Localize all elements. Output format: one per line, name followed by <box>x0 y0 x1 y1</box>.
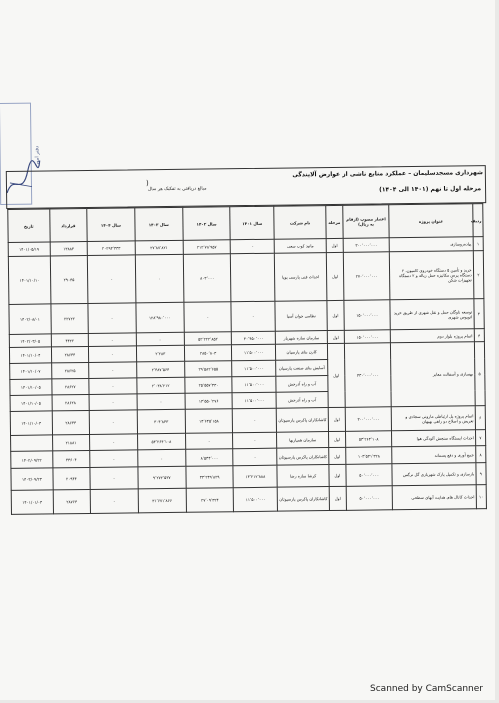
cell-company: آب و راه آذرخش <box>276 392 328 409</box>
cell-no: ۴۴۲۲ <box>51 333 89 346</box>
cell-company: کاشانکاران پاکرس پارسیوتان <box>277 448 329 466</box>
col-header: تاریخ <box>8 209 50 243</box>
cell-stage: اول <box>328 407 345 431</box>
cell-date: ۱۴۰۱/۱۰/۰۴ <box>10 411 52 436</box>
cell-title: جمع آوری و دفع پسماند <box>392 446 475 464</box>
cell-y4: - <box>89 378 137 395</box>
cell-y4: ۲۰۲۹۳٬۴۳۳ <box>87 241 135 256</box>
cell-date: ۱۴۰۱/۰۱/۰۴ <box>11 490 53 515</box>
cell-y1: - <box>233 408 277 433</box>
cell-y1: - <box>231 301 275 332</box>
cell-title: بازسازی و تکمیل پارک شهربازی گل نرگس <box>392 463 475 486</box>
cell-y4: - <box>89 362 137 379</box>
cell-budget: ۳۰۰٬۰۰۰٬۰۰۰ <box>343 238 390 253</box>
cell-n: ۳ <box>474 299 485 329</box>
cell-date: ۱۴۰۲/۰۳/۰۵ <box>9 334 51 348</box>
cell-y2: - <box>185 433 233 450</box>
cell-y2: ۱۴٬۶۴۵٬۱۵۸ <box>185 409 233 434</box>
cell-company: نظامی جوان آسیا <box>275 301 327 332</box>
cell-date <box>11 435 53 452</box>
cell-company: کاشانکاران پاکرس پارسیوتان <box>276 408 328 433</box>
cell-y4: - <box>90 467 138 490</box>
cell-y3: ۲۷٬۸۷٬۸۲۱ <box>135 240 183 255</box>
cell-company: سازمان همیاریها <box>277 432 329 449</box>
cell-y4: - <box>89 346 137 363</box>
cell-y3: - <box>137 393 185 410</box>
cell-no: ۲۱۸۸۱ <box>52 434 90 450</box>
cell-n: ۲ <box>473 251 484 299</box>
cell-y3: ۲٬۲۸۳ <box>136 345 184 362</box>
cell-company: احداث فنی پارسی پویا <box>274 253 327 302</box>
cell-company: آب و راه آذرخش <box>276 376 328 393</box>
cell-company: کارن بنای پارسیان <box>276 344 328 361</box>
cell-y1: - <box>233 448 277 466</box>
cell-y2: ۸۰۳٬۰۰۰ <box>183 254 231 303</box>
cell-date: ۱۴۰۱/۱۰/۰۷ <box>10 363 52 380</box>
cell-y3: ۹٬۲۷۲٬۵۳۷ <box>138 466 186 489</box>
cell-y1: ۱۱٬۵۰۰٬۰۰۰ <box>232 376 276 393</box>
cell-y2: ۵۲٬۲۲۲٬۸۵۲ <box>184 332 232 346</box>
col-header: سال ۱۴۰۲ <box>182 207 230 241</box>
cell-y2: ۲۹٬۵۸۲٬۶۵۵ <box>184 361 232 378</box>
cell-stage: اول <box>327 300 344 330</box>
cell-title: پیاده‌روسازی <box>390 237 473 252</box>
cell-y3: ۲٬۰۳۸٬۲۱۲ <box>137 377 185 394</box>
cell-stage: اول <box>329 447 346 464</box>
cell-company: کاشانکاران پاکرس پارسیوتان <box>277 487 329 512</box>
cell-y2: ۲۸۵۰٬۸۰۳ <box>184 345 232 362</box>
cell-y4: - <box>90 450 138 468</box>
cell-title: احداث ایستگاه سنجش آلودگی هوا <box>392 430 475 447</box>
cell-y3: ۳۱٬۶۷۱٬۸۶۶ <box>138 488 186 513</box>
cell-stage: اول <box>329 431 346 447</box>
table-row <box>8 251 484 305</box>
cell-stage: اول <box>329 464 346 486</box>
cell-title: خرید و تأمین ۵ دستگاه خودروی کامیون، ۲ دستگاه پرس مکانیزه حمل زباله و ۲ دستگاه تجهیزات شکن <box>390 251 474 300</box>
col-header: عنوان پروژه <box>389 204 473 238</box>
cell-date: ۱۴۰۱/۱۰/۱۰ <box>8 256 50 305</box>
cell-budget: ۴۳۰٬۰۰۰٬۰۰۰ <box>344 343 392 408</box>
cell-y3: ۲٬۴۸۷٬۵۶۴ <box>137 361 185 378</box>
cell-y4: - <box>87 255 135 304</box>
cell-y4: - <box>90 434 138 451</box>
stamp-line-2: دفتر امور <box>34 145 41 166</box>
cell-y1: ۱۱٬۵۰۰٬۰۰۰ <box>232 344 276 361</box>
scanner-watermark: Scanned by CamScanner <box>370 684 483 694</box>
cell-y4: - <box>89 410 137 435</box>
col-header: سال ۱۴۰۳ <box>135 207 183 241</box>
col-header: اعتبار مصوب (ارقام به ریال) <box>342 205 389 239</box>
cell-title: توسعه ناوگان حمل و نقل شهری از طریق خرید اتوبوس شهری <box>390 299 474 330</box>
cell-title: اتمام پروژه پل ارتباطی مارونی سجادی و تعریض و اصلاح دو راهی بهبهان <box>392 406 475 431</box>
cell-y1: ۱۳٬۲۱۲٬۸۸۸ <box>233 465 277 488</box>
cell-date: ۱۴۰۱/۱۰/۰۵ <box>10 395 52 412</box>
cell-y1 <box>231 253 275 302</box>
cell-y2: ۱۴٬۵۵۰٬۲۷۶ <box>185 393 233 410</box>
col-header: نام شرکت <box>274 206 326 240</box>
cell-y3: - <box>138 449 186 467</box>
cell-y1: - <box>233 432 277 449</box>
cell-no: ۳۳۶۰۴ <box>52 450 90 467</box>
cell-company: آسایش بنای صنعت پارسیان <box>276 360 328 377</box>
cell-y3: ۱۲۸٬۹۸۰٬۰۰۰ <box>136 302 184 333</box>
col-header: سال ۱۴۰۱ <box>230 206 274 240</box>
cell-no: ۲۸۶۳۴ <box>51 346 89 362</box>
cell-no: ۲۰۹۴۴ <box>53 467 91 489</box>
cell-no: ۲۲۷۲۲ <box>51 303 89 333</box>
cell-n: ۹ <box>476 463 487 485</box>
cell-no: ۲۸۶۲۸ <box>52 394 90 410</box>
cell-title: احداث کانال های هدایت آبهای سطحی <box>393 485 476 510</box>
cell-budget: ۵۳٬۲۶۴٬۱۰۸ <box>345 431 392 448</box>
col-header: مرحله <box>326 205 343 238</box>
cell-y1: ۱۱٬۵۰۰٬۰۰۰ <box>234 487 278 512</box>
col-header: ردیف <box>472 204 483 237</box>
cell-y2: - <box>184 302 232 333</box>
cell-n: ۷ <box>475 430 486 446</box>
cell-n: ۶ <box>475 406 486 430</box>
cell-y4: - <box>89 394 137 411</box>
cell-y4: - <box>88 333 136 347</box>
cell-budget: ۲۷۰٬۰۰۰٬۰۰۰ <box>343 252 390 301</box>
page-title: شهرداری مسجدسلیمان – عملکرد منابع ناشی از عوارض آلایندگی <box>292 169 483 179</box>
cell-budget: ۱۰۳٬۵۴۱٬۳۲۸ <box>345 447 392 465</box>
cell-company: سازمان سازه شهریار <box>275 331 327 345</box>
cell-date: ۱۴۰۳/۰۹/۲۳ <box>11 468 53 491</box>
cell-n: ۸ <box>475 446 486 463</box>
cell-title: بهسازی و آسفالت معابر <box>391 342 475 407</box>
projects-table <box>7 203 487 515</box>
page-subtitle: مرحله اول تا نهم (۱۴۰۱ الی ۱۴۰۴) <box>379 185 482 194</box>
cell-budget: ۳۰۰٬۰۰۰٬۰۰۰ <box>345 407 392 432</box>
cell-stage: اول <box>326 252 343 300</box>
cell-no: ۱۳۸۸۴ <box>50 241 88 255</box>
cell-no: ۲۹۰۴۵ <box>50 255 88 303</box>
cell-y4: - <box>90 489 138 514</box>
cell-stage: اول <box>326 238 343 252</box>
cell-y2: ۲۵٬۵۵۷٬۳۳۰ <box>185 377 233 394</box>
col-header: قرارداد <box>49 208 87 241</box>
cell-budget: ۵۰٬۰۰۰٬۰۰۰ <box>346 464 393 487</box>
cell-y4: - <box>88 303 136 334</box>
cell-y1: ۳۰٬۴۵۰٬۰۰۰ <box>232 331 276 345</box>
table-row <box>11 485 486 515</box>
cell-y3: ۰ <box>135 254 183 303</box>
cell-date: ۱۴۰۱/۱۰/۰۵ <box>10 379 52 396</box>
cell-date: ۱۴۰۱/۱۰/۰۴ <box>9 347 51 364</box>
cell-stage: اول <box>328 343 345 407</box>
handwritten-mark-icon: ) <box>145 179 149 188</box>
cell-y3: ۳۰۴٬۸۴۳ <box>137 409 185 434</box>
cell-date: ۱۴۰۲/۰۸/۰۱ <box>9 304 51 335</box>
cell-n: ۵ <box>474 342 485 406</box>
cell-no: ۲۸۶۲۷ <box>52 378 90 394</box>
cell-y2: ۲۱۲٬۷۸٬۹۵۷ <box>183 240 231 255</box>
cell-budget: ۵۰٬۰۰۰٬۰۰۰ <box>346 486 393 511</box>
cell-y3: - <box>136 332 184 346</box>
cell-y3: ۵۳٬۲۶۴٬۱۰۸ <box>137 433 185 450</box>
cell-n: ۱۰ <box>476 485 487 509</box>
cell-no: ۲۸۶۲۵ <box>51 362 89 378</box>
cell-budget: ۱۵۰٬۰۰۰٬۰۰۰ <box>344 330 391 344</box>
received-column-title: مبالغ دریافتی به تفکیک هر سال <box>148 186 207 193</box>
cell-n: ۱ <box>473 237 484 251</box>
cell-date: ۱۴۰۲/۰۹/۲۲ <box>11 451 53 469</box>
cell-y1: ۱۱٬۵۰۰٬۰۰۰ <box>232 360 276 377</box>
cell-budget: ۱۵۰٬۰۰۰٬۰۰۰ <box>344 300 391 331</box>
cell-date: ۱۴۰۱/۰۵/۱۹ <box>8 242 50 257</box>
cell-y1: - <box>231 239 275 254</box>
cell-y2: ۳۳٬۲۴۹٬۸۲۹ <box>186 466 234 489</box>
cell-n: ۴ <box>474 329 485 342</box>
cell-stage: اول <box>329 486 346 510</box>
cell-y2: ۸٬۵۴۴٬۰۰۰ <box>185 449 233 467</box>
col-header: سال ۱۴۰۴ <box>87 208 135 242</box>
cell-no: ۲۸۷۶۳ <box>53 489 91 513</box>
cell-no: ۲۸۶۳۳ <box>52 410 90 434</box>
cell-y2: ۲۷٬۰۹٬۳۲۴ <box>186 488 234 513</box>
cell-stage: اول <box>327 330 344 343</box>
cell-y1: ۱۱٬۵۰۰٬۰۰۰ <box>232 392 276 409</box>
cell-company: کرشا سازه رضا <box>277 465 329 488</box>
cell-company: مانید کوب سعی <box>274 239 326 254</box>
cell-title: اتمام پروژه بلوار دوم <box>391 329 474 343</box>
